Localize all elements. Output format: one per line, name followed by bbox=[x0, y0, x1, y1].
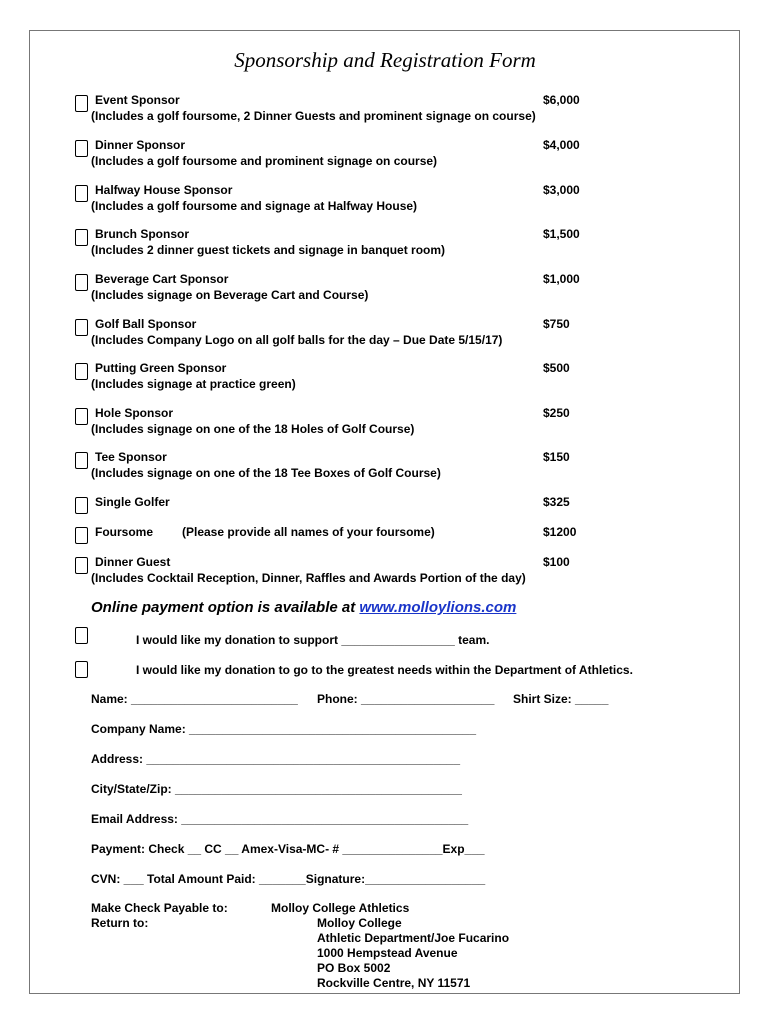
sponsor-note: (Please provide all names of your foursome) bbox=[182, 525, 435, 539]
sponsor-description: (Includes signage at practice green) bbox=[91, 377, 296, 391]
donation-greatest-needs-checkbox[interactable] bbox=[75, 661, 88, 678]
sponsor-name: Brunch Sponsor bbox=[95, 227, 190, 241]
sponsor-price: $325 bbox=[543, 495, 570, 509]
sponsor-name: Tee Sponsor bbox=[95, 450, 167, 464]
sponsor-price: $3,000 bbox=[543, 183, 580, 197]
sponsor-price: $1200 bbox=[543, 525, 577, 539]
sponsor-name: Putting Green Sponsor bbox=[95, 361, 227, 375]
sponsor-checkbox[interactable] bbox=[75, 274, 88, 291]
make-check-label: Make Check Payable to: bbox=[91, 901, 228, 915]
sponsor-description: (Includes Cocktail Reception, Dinner, Raffles and Awards Portion of the day) bbox=[91, 571, 526, 585]
online-payment-note bbox=[91, 599, 516, 616]
name-field[interactable]: Name: _________________________ bbox=[91, 692, 298, 706]
company-name-field[interactable]: Company Name: ___________________________________________ bbox=[91, 722, 476, 736]
sponsor-description: (Includes a golf foursome and prominent signage on course) bbox=[91, 154, 438, 168]
sponsor-description: (Includes signage on Beverage Cart and Course) bbox=[91, 288, 369, 302]
sponsor-name: Beverage Cart Sponsor bbox=[95, 272, 229, 286]
sponsor-name: Event Sponsor bbox=[95, 93, 180, 107]
sponsor-checkbox[interactable] bbox=[75, 95, 88, 112]
sponsor-price: $250 bbox=[543, 406, 570, 420]
sponsor-checkbox[interactable] bbox=[75, 557, 88, 574]
sponsor-price: $100 bbox=[543, 555, 570, 569]
sponsor-name: Single Golfer bbox=[95, 495, 170, 509]
sponsor-checkbox[interactable] bbox=[75, 140, 88, 157]
sponsor-price: $1,500 bbox=[543, 227, 580, 241]
city-state-zip-field[interactable]: City/State/Zip: ___________________________________________ bbox=[91, 782, 462, 796]
form-title: Sponsorship and Registration Form bbox=[234, 48, 536, 72]
return-to-label: Return to: bbox=[91, 916, 149, 930]
return-address-line: 1000 Hempstead Avenue bbox=[317, 946, 458, 960]
sponsor-name: Halfway House Sponsor bbox=[95, 183, 233, 197]
sponsor-checkbox[interactable] bbox=[75, 229, 88, 246]
sponsor-description: (Includes Company Logo on all golf balls for the day – Due Date 5/15/17) bbox=[91, 333, 503, 347]
email-address-field[interactable]: Email Address: ___________________________________________ bbox=[91, 812, 469, 826]
sponsor-checkbox[interactable] bbox=[75, 185, 88, 202]
sponsor-name: Golf Ball Sponsor bbox=[95, 317, 197, 331]
payment-field[interactable]: Payment: Check __ CC __ Amex-Visa-MC- # _______________Exp___ bbox=[91, 842, 485, 856]
online-payment-text: Online payment option is available at bbox=[91, 599, 360, 616]
return-address-line: PO Box 5002 bbox=[317, 961, 391, 975]
donation-team-text: I would like my donation to support _________________ team. bbox=[136, 633, 490, 647]
return-address-line: Molloy College bbox=[317, 916, 402, 930]
sponsor-description: (Includes signage on one of the 18 Holes of Golf Course) bbox=[91, 422, 415, 436]
sponsor-name: Foursome bbox=[95, 525, 154, 539]
sponsor-checkbox[interactable] bbox=[75, 452, 88, 469]
phone-field[interactable]: Phone: ____________________ bbox=[317, 692, 495, 706]
payee-name: Molloy College Athletics bbox=[271, 901, 410, 915]
sponsor-checkbox[interactable] bbox=[75, 527, 88, 544]
return-address-line: Athletic Department/Joe Fucarino bbox=[317, 931, 510, 945]
sponsor-description: (Includes signage on one of the 18 Tee Boxes of Golf Course) bbox=[91, 466, 441, 480]
sponsor-price: $4,000 bbox=[543, 138, 580, 152]
sponsor-name: Hole Sponsor bbox=[95, 406, 174, 420]
return-address-line: Rockville Centre, NY 11571 bbox=[317, 976, 471, 990]
cvn-total-signature-field[interactable]: CVN: ___ Total Amount Paid: _______Signature:__________________ bbox=[91, 872, 486, 886]
sponsor-checkbox[interactable] bbox=[75, 363, 88, 380]
sponsor-checkbox[interactable] bbox=[75, 497, 88, 514]
sponsor-price: $750 bbox=[543, 317, 570, 331]
sponsor-price: $1,000 bbox=[543, 272, 580, 286]
donation-team-checkbox[interactable] bbox=[75, 627, 88, 644]
sponsor-description: (Includes a golf foursome and signage at Halfway House) bbox=[91, 199, 418, 213]
shirt-size-field[interactable]: Shirt Size: _____ bbox=[513, 692, 609, 706]
donation-greatest-needs-text: I would like my donation to go to the greatest needs within the Department of Athletics. bbox=[136, 663, 633, 677]
sponsor-price: $500 bbox=[543, 361, 570, 375]
sponsor-name: Dinner Sponsor bbox=[95, 138, 186, 152]
sponsor-name: Dinner Guest bbox=[95, 555, 171, 569]
sponsor-price: $6,000 bbox=[543, 93, 580, 107]
sponsor-price: $150 bbox=[543, 450, 570, 464]
online-payment-link[interactable]: www.molloylions.com bbox=[359, 599, 517, 616]
address-field[interactable]: Address: _______________________________________________ bbox=[91, 752, 461, 766]
sponsor-checkbox[interactable] bbox=[75, 408, 88, 425]
sponsor-checkbox[interactable] bbox=[75, 319, 88, 336]
sponsor-description: (Includes a golf foursome, 2 Dinner Guests and prominent signage on course) bbox=[91, 109, 536, 123]
sponsor-description: (Includes 2 dinner guest tickets and signage in banquet room) bbox=[91, 243, 446, 257]
